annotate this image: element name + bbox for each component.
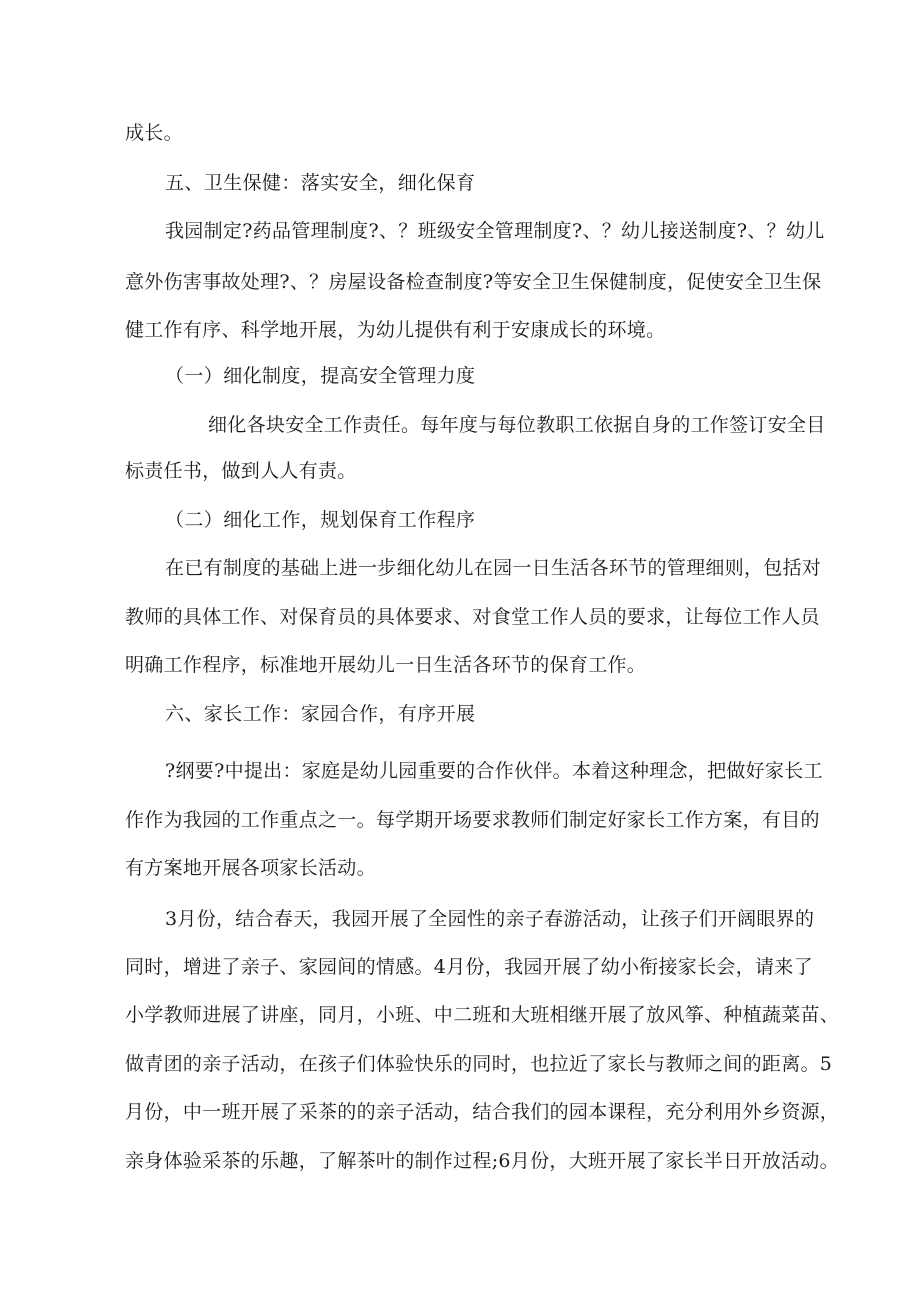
paragraph-line: 3月份，结合春天，我园开展了全园性的亲子春游活动，让孩子们开阔眼界的 [165,908,815,930]
subsection-heading: （二）细化工作，规划保育工作程序 [165,509,476,531]
paragraph-line: 细化各块安全工作责任。每年度与每位教职工依据自身的工作签订安全目 [208,414,826,436]
paragraph-line: 我园制定?药品管理制度?、？班级安全管理制度?、？幼儿接送制度?、？幼儿 [165,220,825,242]
section-heading: 六、家长工作：家园合作，有序开展 [165,703,476,725]
paragraph-line: 明确工作程序，标准地开展幼儿一日生活各环节的保育工作。 [125,654,647,676]
paragraph-line: 在已有制度的基础上进一步细化幼儿在园一日生活各环节的管理细则，包括对 [165,557,822,579]
paragraph-line: 成长。 [125,122,183,144]
paragraph-line: 健工作有序、科学地开展，为幼儿提供有利于安康成长的环境。 [125,319,666,341]
paragraph-line: 月份，中一班开展了采茶的的亲子活动，结合我们的园本课程，充分利用外乡资源， [125,1101,840,1123]
paragraph-line: 小学教师进展了讲座，同月，小班、中二班和大班相继开展了放风筝、种植蔬菜苗、 [125,1004,840,1026]
paragraph-line: 标责任书，做到人人有责。 [125,460,357,482]
section-heading: 五、卫生保健：落实安全，细化保育 [165,172,476,194]
paragraph-line: 有方案地开展各项家长活动。 [125,857,376,879]
paragraph-line: 同时，增进了亲子、家园间的情感。4月份，我园开展了幼小衔接家长会，请来了 [125,956,813,978]
paragraph-line: 教师的具体工作、对保育员的具体要求、对食堂工作人员的要求，让每位工作人员 [125,606,820,628]
subsection-heading: （一）细化制度，提高安全管理力度 [165,365,476,387]
paragraph-line: 做青团的亲子活动，在孩子们体验快乐的同时，也拉近了家长与教师之间的距离。5 [125,1053,833,1075]
paragraph-line: 意外伤害事故处理?、？房屋设备检查制度?等安全卫生保健制度，促使安全卫生保 [125,271,822,293]
paragraph-line: 亲身体验采茶的乐趣，了解茶叶的制作过程;6月份，大班开展了家长半日开放活动。 [125,1150,839,1172]
paragraph-line: ?纲要?中提出：家庭是幼儿园重要的合作伙伴。本着这种理念，把做好家长工 [165,760,823,782]
paragraph-line: 作作为我园的工作重点之一。每学期开场要求教师们制定好家长工作方案，有目的 [125,809,820,831]
